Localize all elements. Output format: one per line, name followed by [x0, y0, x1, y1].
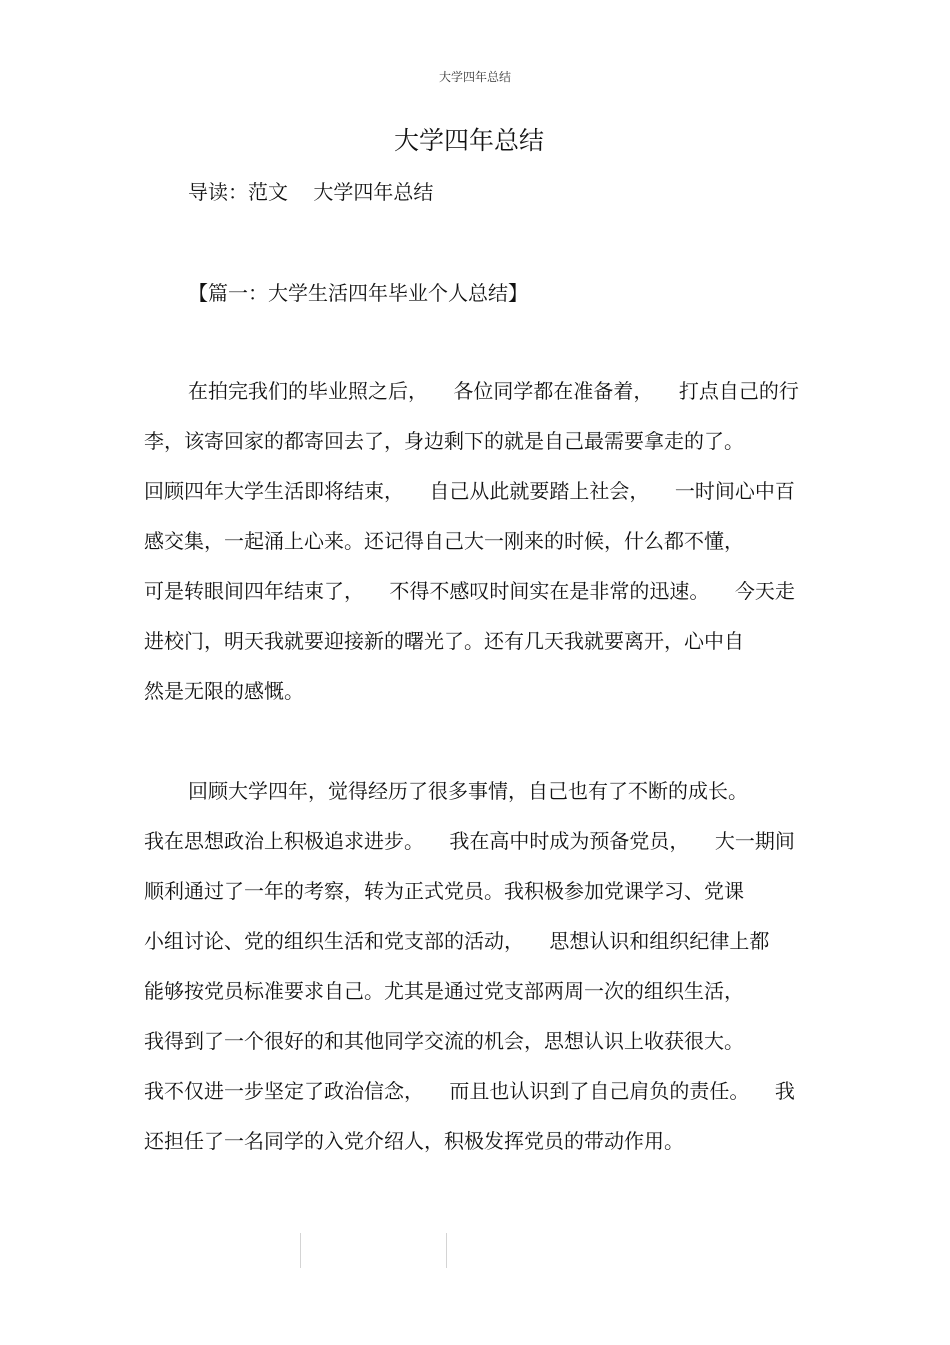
paragraph-line: 在拍完我们的毕业照之后， 各位同学都在准备着， 打点自己的行 [188, 379, 799, 403]
paragraph-line: 能够按党员标准要求自己。尤其是通过党支部两周一次的组织生活， [144, 979, 744, 1003]
paragraph-line: 我得到了一个很好的和其他同学交流的机会，思想认识上收获很大。 [144, 1029, 744, 1053]
paragraph-line: 感交集，一起涌上心来。还记得自己大一刚来的时候，什么都不懂， [144, 529, 744, 553]
paragraph-line: 李，该寄回家的都寄回去了，身边剩下的就是自己最需要拿走的了。 [144, 429, 744, 453]
footer-divider-left [300, 1233, 301, 1268]
running-header: 大学四年总结 [438, 70, 511, 84]
document-title: 大学四年总结 [393, 126, 544, 155]
paragraph-line: 然是无限的感慨。 [144, 679, 304, 703]
footer-divider-right [446, 1233, 447, 1268]
paragraph-line: 顺利通过了一年的考察，转为正式党员。我积极参加党课学习、党课 [144, 879, 744, 903]
paragraph-line: 我不仅进一步坚定了政治信念， 而且也认识到了自己肩负的责任。 我 [144, 1079, 795, 1103]
paragraph-line: 我在思想政治上积极追求进步。 我在高中时成为预备党员， 大一期间 [144, 829, 795, 853]
paragraph-line: 回顾大学四年，觉得经历了很多事情，自己也有了不断的成长。 [188, 779, 748, 803]
paragraph-2 [144, 776, 814, 1176]
paragraph-line: 进校门，明天我就要迎接新的曙光了。还有几天我就要离开，心中自 [144, 629, 744, 653]
paragraph-line: 回顾四年大学生活即将结束， 自己从此就要踏上社会， 一时间心中百 [144, 479, 795, 503]
paragraph-line: 小组讨论、党的组织生活和党支部的活动， 思想认识和组织纪律上都 [144, 929, 770, 953]
paragraph-1 [144, 376, 814, 726]
paragraph-line: 还担任了一名同学的入党介绍人，积极发挥党员的带动作用。 [144, 1129, 684, 1153]
section-heading: 【篇一：大学生活四年毕业个人总结】 [188, 281, 528, 305]
paragraph-line: 可是转眼间四年结束了， 不得不感叹时间实在是非常的迅速。 今天走 [144, 579, 795, 603]
intro-line: 导读：范文 大学四年总结 [188, 180, 434, 204]
